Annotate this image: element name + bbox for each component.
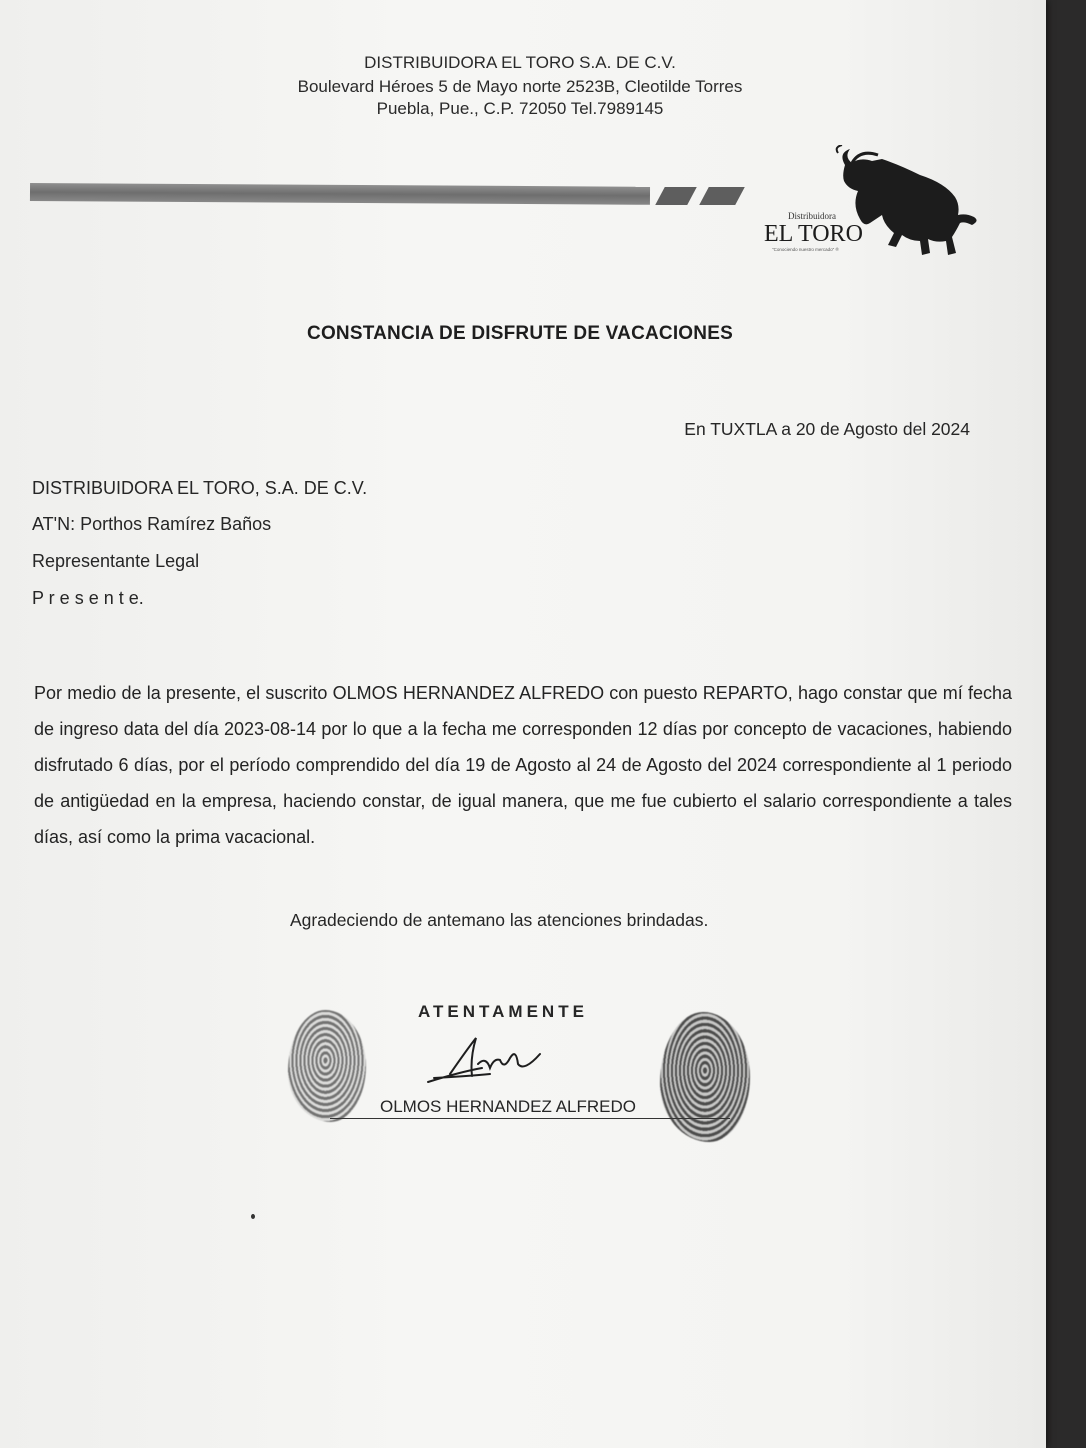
signature-line [330, 1118, 730, 1119]
signer-name: OLMOS HERNANDEZ ALFREDO [380, 1097, 636, 1116]
handwritten-signature [420, 1028, 560, 1088]
addressee-greeting: P r e s e n t e. [32, 588, 144, 608]
header-band-segment [655, 187, 697, 205]
addressee-role: Representante Legal [32, 551, 200, 571]
logo-small-text: Distribuidora [788, 211, 836, 221]
document-title: CONSTANCIA DE DISFRUTE DE VACACIONES [307, 323, 733, 344]
letterhead-address: Boulevard Héroes 5 de Mayo norte 2523B, Cleotilde Torres [297, 77, 743, 96]
header-band [30, 183, 650, 205]
letterhead [200, 52, 840, 120]
thanks-line: Agradeciendo de antemano las atenciones brindadas. [290, 910, 709, 930]
logo-brand: EL TORO [764, 221, 863, 247]
logo-tagline: "Conociendo nuestro mercado" ® [772, 247, 839, 252]
letterhead-city-phone: Puebla, Pue., C.P. 72050 Tel.7989145 [376, 99, 664, 118]
right-fingerprint [660, 1012, 750, 1142]
closing-text: ATENTAMENTE [418, 1002, 588, 1021]
left-fingerprint [288, 1010, 366, 1122]
letterhead-company: DISTRIBUIDORA EL TORO S.A. DE C.V. [364, 53, 676, 72]
header-band-segment [699, 187, 745, 205]
addressee-company: DISTRIBUIDORA EL TORO, S.A. DE C.V. [32, 478, 368, 498]
body-paragraph: Por medio de la presente, el suscrito OLMOS HERNANDEZ ALFREDO con puesto REPARTO, hago constar que mí fecha de ingreso data del día 2023-08-14 por lo que a la fecha me corresponden 12 días por concepto de vacaciones, habiendo disfrutado 6 días, por el período comprendido del día 19 de Agosto al 24 de Agosto del 2024 correspondiente al 1 periodo de antigüedad en la empresa, haciendo constar, de igual manera, que me fue cubierto el salario correspondiente a tales días, así como la prima vacacional. [34, 683, 1012, 847]
ink-dot [251, 1214, 255, 1219]
addressee-attention: AT'N: Porthos Ramírez Baños [32, 514, 272, 534]
date-line: En TUXTLA a 20 de Agosto del 2024 [684, 419, 970, 439]
company-logo [760, 145, 990, 260]
